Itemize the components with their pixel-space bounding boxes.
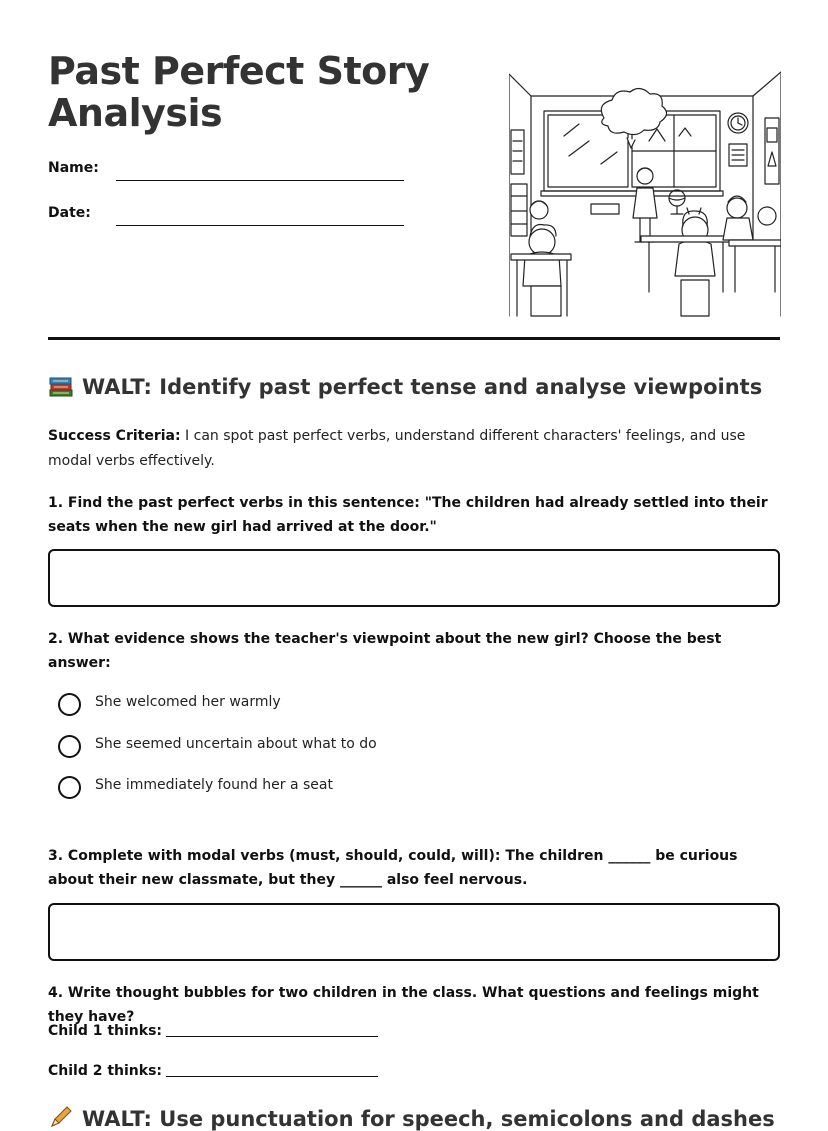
- date-line[interactable]: [116, 225, 404, 226]
- radio-button[interactable]: [58, 693, 81, 716]
- answer-box-3[interactable]: [48, 903, 780, 961]
- option-label: She immediately found her a seat: [95, 777, 333, 793]
- date-label: Date:: [48, 205, 91, 221]
- walt-heading-2: [48, 1106, 780, 1131]
- question-3: 3. Complete with modal verbs (must, should, could, will): The children ______ be curious about their new classmate, but they ______ also feel nervous.: [48, 848, 738, 888]
- option-3[interactable]: [58, 775, 558, 801]
- child-2-label: Child 2 thinks:: [48, 1063, 163, 1079]
- header-divider: [48, 337, 780, 340]
- success-criteria: [48, 424, 780, 474]
- question-4: 4. Write thought bubbles for two children in the class. What questions and feelings might they have?: [48, 985, 759, 1025]
- radio-button[interactable]: [58, 735, 81, 758]
- question-2: 2. What evidence shows the teacher's viewpoint about the new girl? Choose the best answer:: [48, 631, 722, 671]
- books-icon: [48, 374, 74, 398]
- name-label: Name:: [48, 160, 99, 176]
- question-1: 1. Find the past perfect verbs in this sentence: "The children had already settled into their seats when the new girl had arrived at the door.": [48, 495, 768, 535]
- criteria-label: Success Criteria:: [48, 428, 181, 444]
- walt-2-title: WALT: Use punctuation for speech, semicolons and dashes: [82, 1107, 775, 1131]
- page-title: Past Perfect Story Analysis: [48, 49, 430, 135]
- child-1-blank[interactable]: [166, 1022, 378, 1037]
- criteria-text: I can spot past perfect verbs, understand different characters' feelings, and use modal verbs effectively.: [48, 428, 746, 469]
- child-2-row[interactable]: [48, 1062, 378, 1079]
- classroom-illustration: [509, 66, 781, 318]
- radio-button[interactable]: [58, 776, 81, 799]
- child-2-blank[interactable]: [166, 1062, 378, 1077]
- name-field[interactable]: [48, 158, 408, 184]
- answer-box-1[interactable]: [48, 549, 780, 607]
- name-line[interactable]: [116, 180, 404, 181]
- option-2[interactable]: [58, 734, 558, 760]
- option-label: She seemed uncertain about what to do: [95, 736, 377, 752]
- option-1[interactable]: [58, 692, 558, 718]
- child-1-row[interactable]: [48, 1022, 378, 1039]
- option-label: She welcomed her warmly: [95, 694, 281, 710]
- date-field[interactable]: [48, 203, 408, 229]
- walt-heading: [48, 374, 780, 399]
- walt-title: WALT: Identify past perfect tense and analyse viewpoints: [82, 375, 763, 399]
- child-1-label: Child 1 thinks:: [48, 1023, 163, 1039]
- pencil-icon: [48, 1106, 74, 1130]
